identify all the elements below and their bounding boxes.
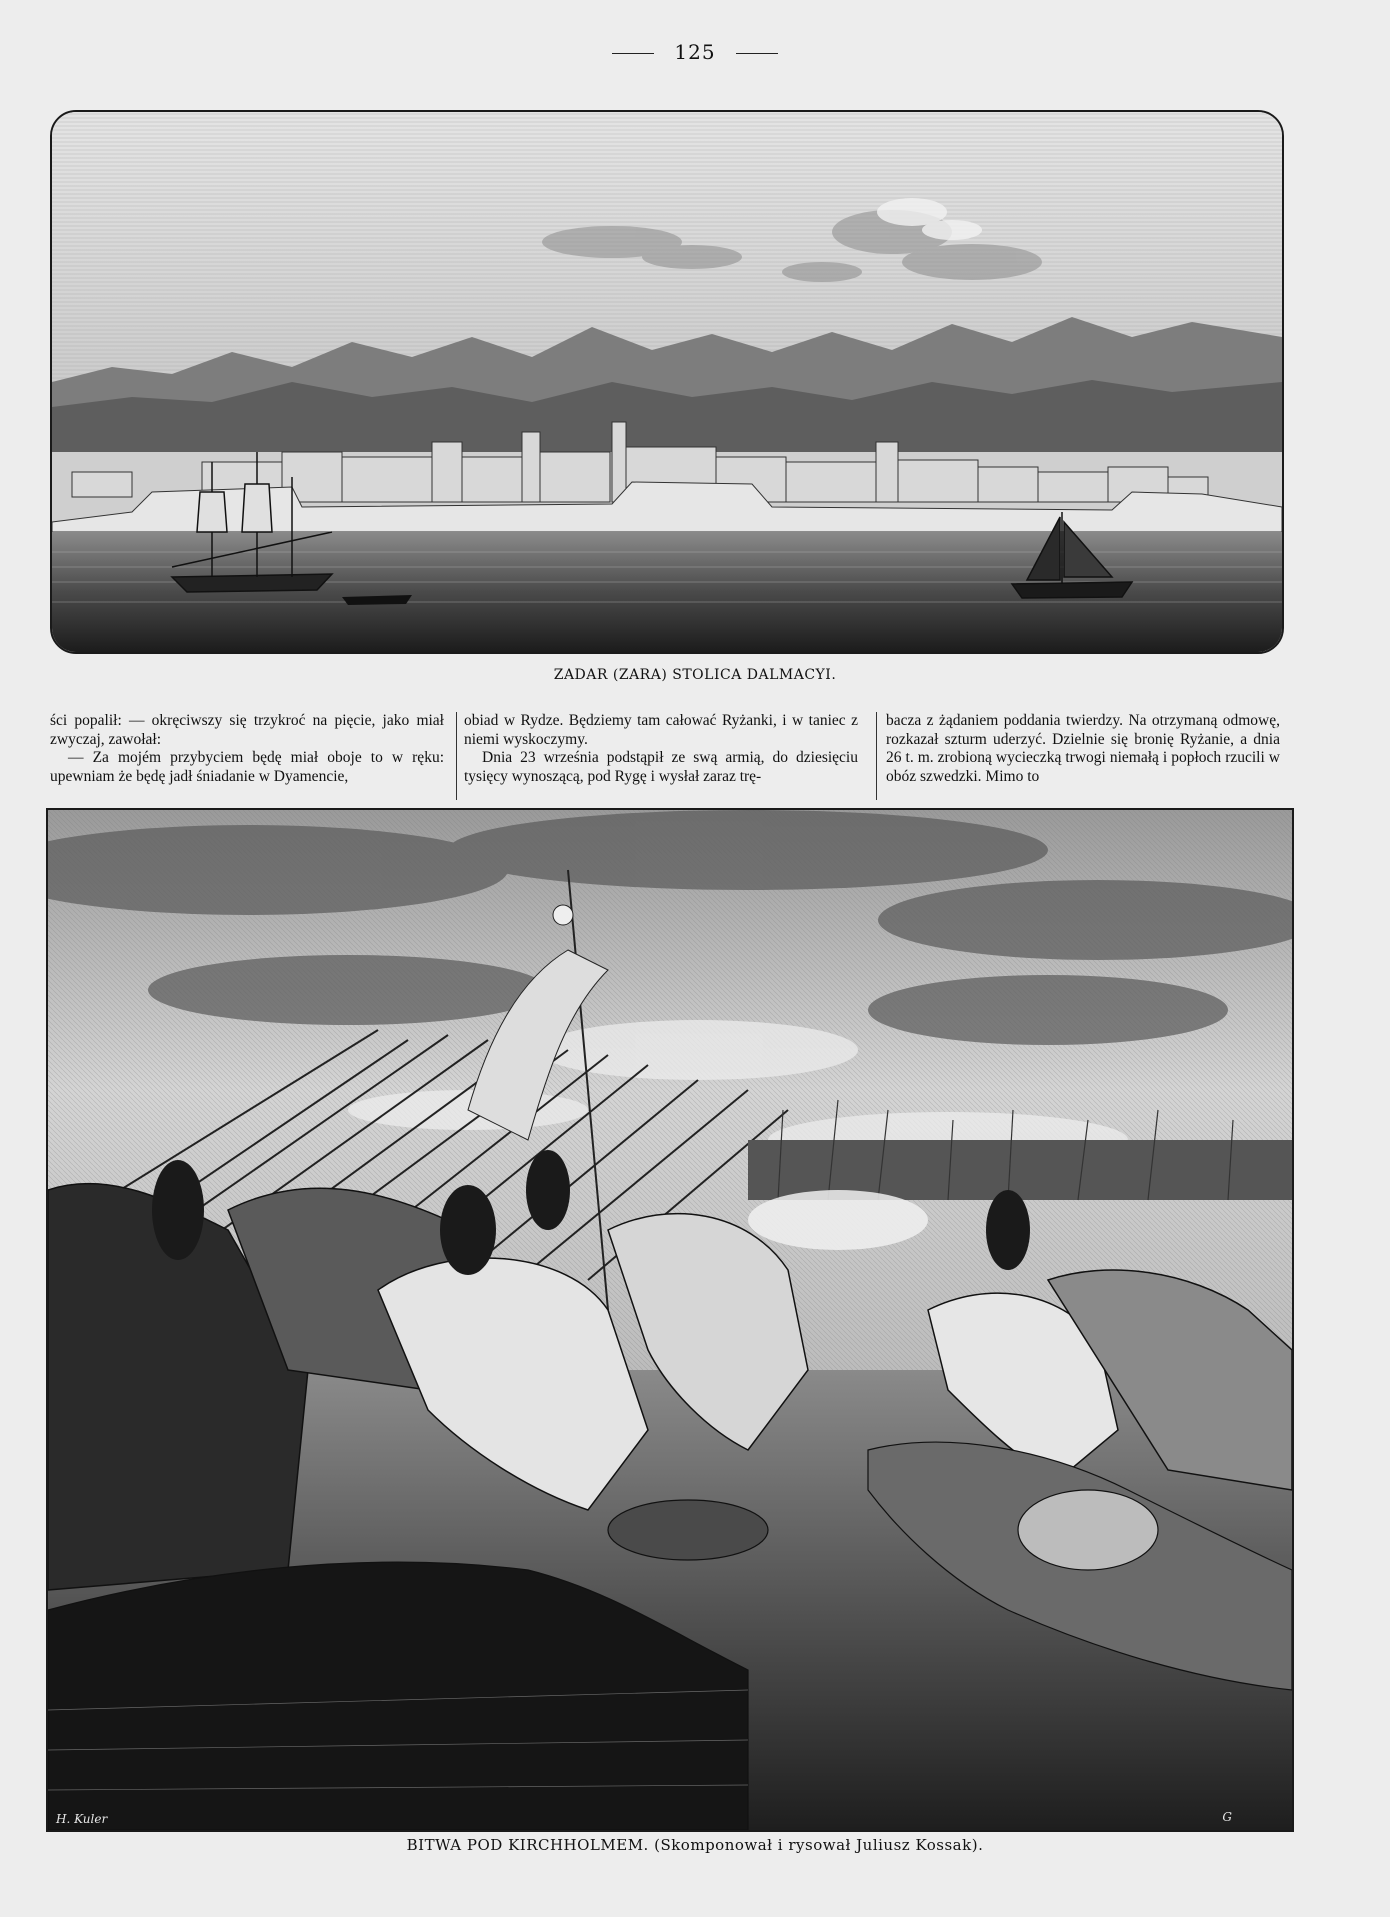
paragraph: bacza z żądaniem poddania twierdzy. Na otrzymaną odmowę, rozkazał szturm uderzyć. Dzielnie się bronię Ryżanie, a dnia 26 t. m. zrobioną wycieczką trwogi niemałą i popłoch rzucili w obóz szwedzki. Mimo to	[886, 712, 1280, 785]
text-column-1	[50, 712, 444, 802]
engraver-signature-left: H. Kuler	[56, 1812, 108, 1826]
page-number-text: 125	[674, 40, 716, 64]
text-column-3	[886, 712, 1280, 802]
rule-right	[736, 53, 778, 54]
column-divider	[456, 712, 457, 800]
text-column-2	[464, 712, 858, 802]
page-number	[0, 40, 1390, 64]
battle-engraving	[46, 808, 1294, 1832]
paragraph: obiad w Rydze. Będziemy tam całować Ryżanki, i w taniec z niemi wyskoczymy.	[464, 712, 858, 748]
zadar-caption: ZADAR (ZARA) STOLICA DALMACYI.	[553, 667, 837, 683]
rule-left	[612, 53, 654, 54]
engraver-signature-right: G	[1222, 1810, 1232, 1824]
gunsmoke	[748, 1190, 928, 1250]
column-divider	[876, 712, 877, 800]
paragraph: Dnia 23 września podstąpił ze swą armią, do dziesięciu tysięcy wynoszącą, pod Rygę i wysłał zaraz trę-	[464, 749, 858, 785]
paragraph: ści popalił: — okręciwszy się trzykroć na pięcie, jako miał zwyczaj, zawołał:	[50, 712, 444, 748]
paragraph: — Za mojém przybyciem będę miał oboje to w ręku: upewniam że będę jadł śniadanie w Dyamencie,	[50, 749, 444, 785]
battle-caption: BITWA POD KIRCHHOLMEM. (Skomponował i rysował Juliusz Kossak).	[406, 1836, 984, 1854]
zadar-engraving	[50, 110, 1284, 654]
